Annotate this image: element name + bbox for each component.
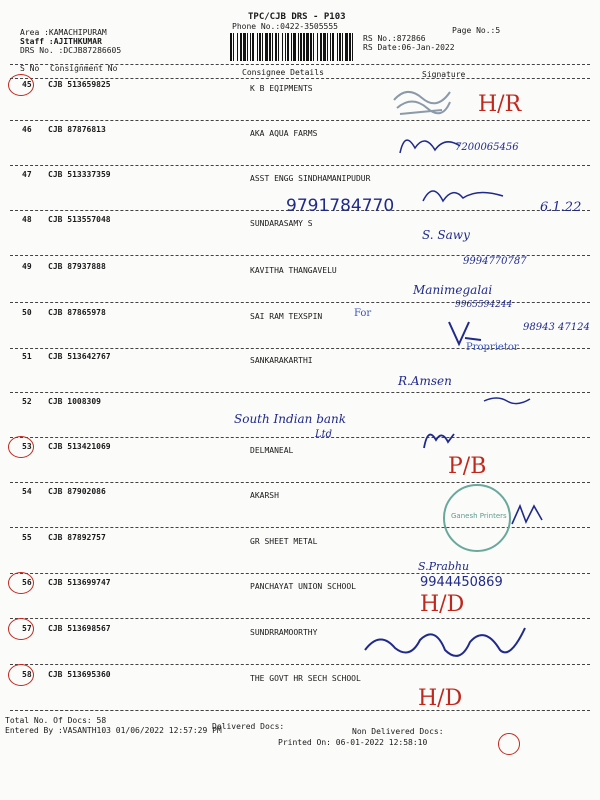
barcode-bar <box>291 33 292 61</box>
row-consignee: K B EQIPMENTS <box>250 84 313 93</box>
row-sno: 50 <box>22 308 32 317</box>
barcode-bar <box>300 33 302 61</box>
red-circle-mark <box>8 74 34 96</box>
row-consignee: ASST ENGG SINDHAMANIPUDUR <box>250 174 371 183</box>
row-consignment-no: CJB 513699747 <box>48 578 111 587</box>
handwritten-phone: 9791784770 <box>286 196 395 216</box>
barcode-bar <box>275 33 277 61</box>
barcode-bar <box>272 33 273 61</box>
rs-date: RS Date:06-Jan-2022 <box>363 43 455 52</box>
row-sno: 48 <box>22 215 32 224</box>
row-sno: 51 <box>22 352 32 361</box>
row-consignee: PANCHAYAT UNION SCHOOL <box>250 582 356 591</box>
barcode-bar <box>252 33 254 61</box>
row-consignment-no: CJB 87892757 <box>48 533 106 542</box>
row-consignment-no: CJB 87876813 <box>48 125 106 134</box>
signature <box>418 422 458 452</box>
delivered-docs: Delivered Docs: <box>212 722 285 731</box>
row-sno: 57 <box>22 624 32 633</box>
barcode-bar <box>310 33 312 61</box>
barcode-bar <box>233 33 234 61</box>
red-circle-mark <box>8 436 34 458</box>
red-circle-mark <box>8 572 34 594</box>
doc-title: TPC/CJB DRS - P103 <box>248 12 346 22</box>
staff: Staff :AJITHKUMAR <box>20 37 102 46</box>
row-sno: 58 <box>22 670 32 679</box>
row-consignee: SANKARAKARTHI <box>250 356 313 365</box>
barcode-bar <box>320 33 322 61</box>
col-sno: S No <box>20 64 40 73</box>
col-signature: Signature <box>422 70 466 79</box>
row-sno: 53 <box>22 442 32 451</box>
row-consignment-no: CJB 513698567 <box>48 624 111 633</box>
barcode-bar <box>298 33 299 61</box>
red-circle-mark <box>498 733 520 755</box>
stamp-text: Proprietor <box>466 342 519 353</box>
handwritten-note: Ltd <box>315 429 333 440</box>
signature <box>360 620 530 675</box>
row-sno: 55 <box>22 533 32 542</box>
row-consignment-no: CJB 513421069 <box>48 442 111 451</box>
row-consignee: DELMANEAL <box>250 446 294 455</box>
row-divider <box>10 618 590 619</box>
barcode-bar <box>306 33 309 61</box>
scribble-signature <box>392 80 452 120</box>
handwritten-phone: 9965594244 <box>455 300 513 310</box>
row-sno: 47 <box>22 170 32 179</box>
total-docs: Total No. Of Docs: 58 <box>5 716 107 725</box>
area: Area :KAMACHIPURAM <box>20 28 107 37</box>
divider <box>10 710 590 711</box>
barcode-bar <box>262 33 263 61</box>
barcode-bar <box>352 33 353 61</box>
entered-by: Entered By :VASANTH103 01/06/2022 12:57:29 PM <box>5 726 222 735</box>
stamp-text: For <box>354 308 372 319</box>
signature: S.Prabhu <box>418 560 470 573</box>
strike-mark <box>482 393 532 407</box>
barcode-bar <box>345 33 348 61</box>
red-circle-mark <box>8 664 34 686</box>
signature <box>418 176 508 211</box>
row-divider <box>10 482 590 483</box>
row-consignment-no: CJB 513642767 <box>48 352 111 361</box>
barcode-bar <box>259 33 261 61</box>
handwritten-note: South Indian bank <box>234 412 347 426</box>
row-consignee: GR SHEET METAL <box>250 537 318 546</box>
barcode-bar <box>332 33 334 61</box>
signature: Manimegalai <box>413 283 493 297</box>
barcode-bar <box>317 33 318 61</box>
hr-mark: H/R <box>478 92 522 117</box>
barcode-bar <box>269 33 271 61</box>
barcode-bar <box>337 33 338 61</box>
handwritten-phone: 7200065456 <box>455 142 519 153</box>
row-consignment-no: CJB 87937888 <box>48 262 106 271</box>
row-consignment-no: CJB 513337359 <box>48 170 111 179</box>
barcode-bar <box>293 33 296 61</box>
handwritten-phone: 98943 47124 <box>523 322 590 333</box>
barcode-bar <box>303 33 305 61</box>
barcode-bar <box>250 33 251 61</box>
handwritten-phone: 9994770787 <box>463 256 527 267</box>
row-sno: 46 <box>22 125 32 134</box>
row-consignee: AKARSH <box>250 491 279 500</box>
barcode-bar <box>339 33 341 61</box>
barcode-bar <box>257 33 258 61</box>
barcode-bar <box>285 33 286 61</box>
row-consignee: THE GOVT HR SECH SCHOOL <box>250 674 361 683</box>
phone-number: Phone No.:0422-3505555 <box>232 22 338 31</box>
row-consignment-no: CJB 87902086 <box>48 487 106 496</box>
col-consignee: Consignee Details <box>242 68 324 77</box>
barcode <box>230 33 355 61</box>
row-consignment-no: CJB 1008309 <box>48 397 101 406</box>
row-sno: 54 <box>22 487 32 496</box>
barcode-bar <box>323 33 326 61</box>
signature: S. Sawy <box>422 228 470 242</box>
row-divider <box>10 165 590 166</box>
barcode-bar <box>230 33 232 61</box>
company-stamp: Ganesh Printers <box>443 484 511 552</box>
signature: R.Amsen <box>398 374 452 388</box>
row-consignment-no: CJB 87865978 <box>48 308 106 317</box>
row-consignee: SUNDRRAMOORTHY <box>250 628 318 637</box>
barcode-bar <box>282 33 283 61</box>
row-sno: 56 <box>22 578 32 587</box>
rs-number: RS No.:872866 <box>363 34 426 43</box>
barcode-bar <box>243 33 246 61</box>
row-consignee: SAI RAM TEXSPIN <box>250 312 323 321</box>
barcode-bar <box>247 33 248 61</box>
row-consignment-no: CJB 513557048 <box>48 215 111 224</box>
divider <box>10 78 590 79</box>
col-consignment: Consignment No <box>50 64 118 73</box>
non-delivered-docs: Non Delivered Docs: <box>352 727 444 736</box>
row-sno: 45 <box>22 80 32 89</box>
red-circle-mark <box>8 618 34 640</box>
barcode-bar <box>265 33 268 61</box>
barcode-bar <box>330 33 331 61</box>
row-consignment-no: CJB 513659825 <box>48 80 111 89</box>
row-sno: 49 <box>22 262 32 271</box>
row-divider <box>10 437 590 438</box>
barcode-bar <box>327 33 328 61</box>
row-consignee: AKA AQUA FARMS <box>250 129 318 138</box>
row-consignee: KAVITHA THANGAVELU <box>250 266 337 275</box>
barcode-bar <box>278 33 279 61</box>
handwritten-date: 6.1.22 <box>540 200 582 215</box>
row-consignee: SUNDARASAMY S <box>250 219 313 228</box>
row-divider <box>10 120 590 121</box>
hd-mark: H/D <box>418 686 463 711</box>
barcode-bar <box>237 33 238 61</box>
hd-mark: H/D <box>420 592 465 617</box>
printed-on: Printed On: 06-01-2022 12:58:10 <box>278 738 428 747</box>
barcode-bar <box>287 33 289 61</box>
barcode-bar <box>313 33 314 61</box>
page-number: Page No.:5 <box>452 26 501 35</box>
signature <box>508 500 548 530</box>
row-sno: 52 <box>22 397 32 406</box>
handwritten-phone: 9944450869 <box>420 575 503 590</box>
barcode-bar <box>349 33 351 61</box>
barcode-bar <box>342 33 343 61</box>
barcode-bar <box>240 33 242 61</box>
pb-mark: P/B <box>448 454 487 479</box>
row-divider <box>10 573 590 574</box>
drs-number: DRS No. :DCJB87286605 <box>20 46 122 55</box>
row-consignment-no: CJB 513695360 <box>48 670 111 679</box>
